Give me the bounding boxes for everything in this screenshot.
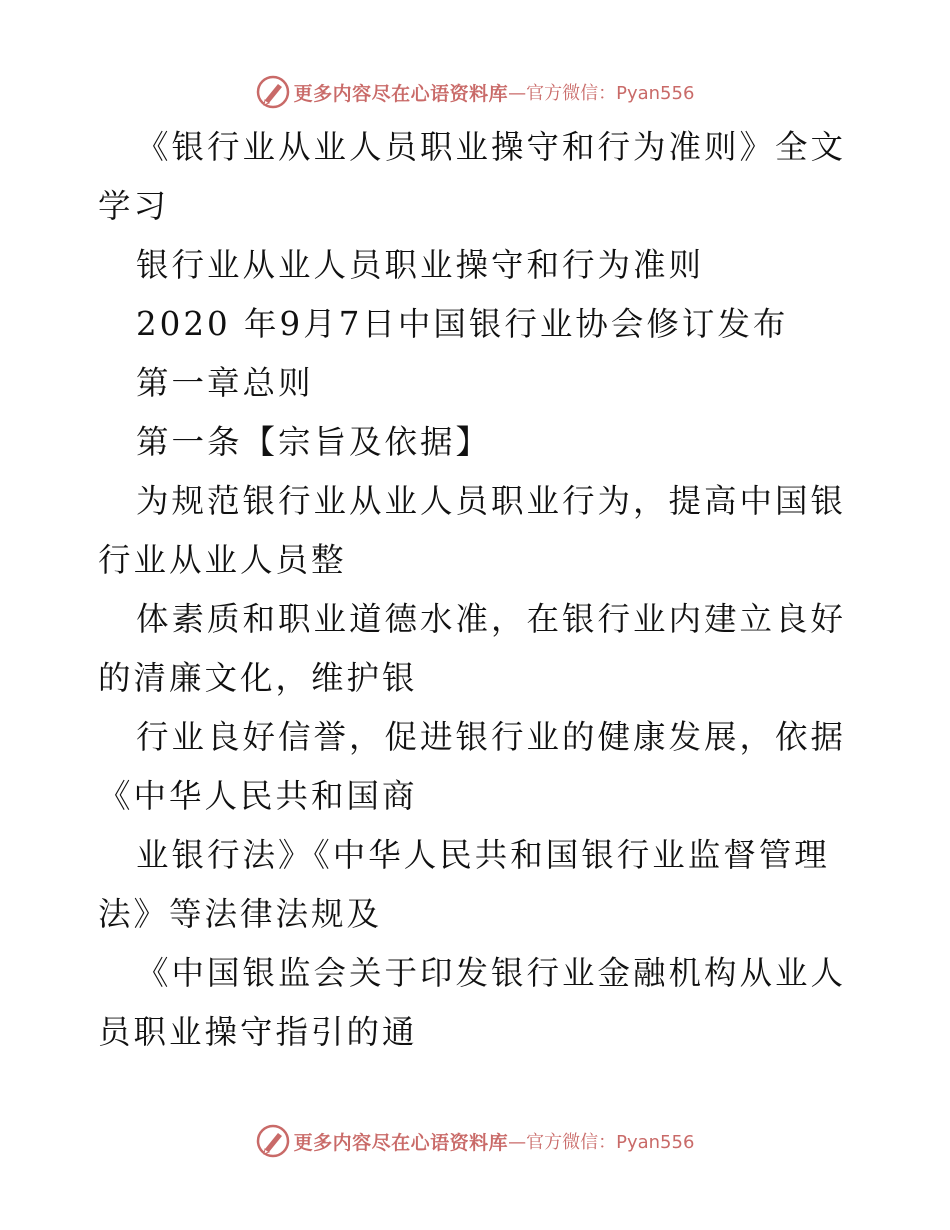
- header-watermark-text: 更多内容尽在心语资料库: [293, 82, 509, 105]
- body-paragraph: 体素质和职业道德水准，在银行业内建立良好的清廉文化，维护银: [98, 600, 847, 697]
- pen-logo-icon: [256, 1124, 290, 1158]
- doc-subtitle: 银行业从业人员职业操守和行为准则: [136, 246, 705, 284]
- header-watermark: [0, 72, 950, 112]
- body-paragraph: 业银行法》《中华人民共和国银行业监督管理法》等法律法规及: [98, 836, 830, 933]
- doc-title: 《银行业从业人员职业操守和行为准则》全文学习: [98, 128, 847, 225]
- header-watermark-contact: —官方微信：Pyan556: [508, 83, 695, 104]
- footer-watermark-text: 更多内容尽在心语资料库: [293, 1131, 509, 1154]
- footer-watermark: [0, 1121, 950, 1161]
- body-paragraph: 《中国银监会关于印发银行业金融机构从业人员职业操守指引的通: [98, 954, 847, 1051]
- body-paragraph: 为规范银行业从业人员职业行为，提高中国银行业从业人员整: [98, 482, 847, 579]
- article-heading: 第一条【宗旨及依据】: [136, 423, 492, 461]
- pen-logo-icon: [256, 75, 290, 109]
- chapter-heading: 第一章总则: [136, 364, 314, 402]
- document-body: [98, 118, 858, 1062]
- body-paragraph: 行业良好信誉，促进银行业的健康发展，依据《中华人民共和国商: [98, 718, 847, 815]
- doc-date: 2020 年9月7日中国银行业协会修订发布: [136, 305, 789, 343]
- footer-watermark-contact: —官方微信：Pyan556: [508, 1132, 695, 1153]
